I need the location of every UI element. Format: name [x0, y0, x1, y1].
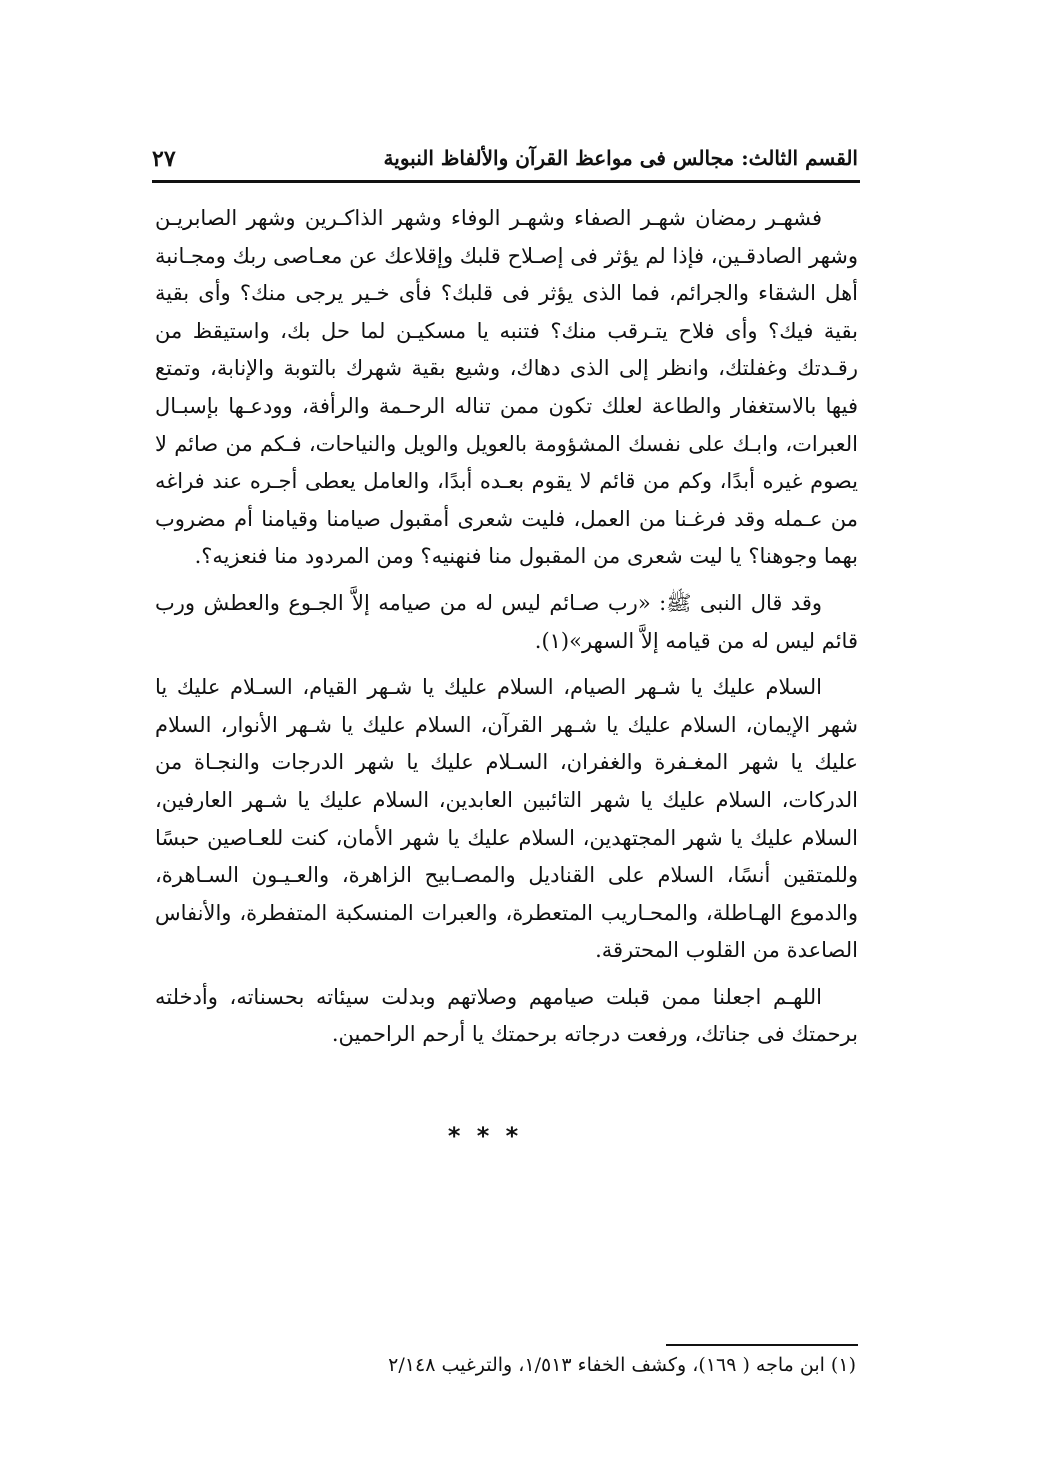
section-title: القسم الثالث [748, 146, 858, 170]
header-separator: : [741, 146, 749, 170]
book-subtitle: مجالس فى مواعظ القرآن والألفاظ النبوية [383, 146, 735, 170]
header-rule [152, 180, 860, 183]
paragraph: فشهـر رمضان شهـر الصفاء وشهـر الوفاء وشهر الذاكـرين وشهر الصابريـن وشهر الصادقـين، فإذا لم يؤثر فى إصـلاح قلبك وإقلاعك عن معـاصى ربك ومجـانبة أهل الشقاء والجرائم، فما الذى يؤثر فى قلبك؟ فأى خـير يرجى منك؟ وأى بقية بقية فيك؟ وأى فلاح يتـرقب منك؟ فتنبه يا مسكيـن لما حل بك، واستيقظ من رقـدتك وغفلتك، وانظر إلى الذى دهاك، وشيع بقية شهرك بالتوبة والإنابة، وتمتع فيها بالاستغفار والطاعة لعلك تكون ممن تناله الرحـمة والرأفة، وودعـها بإسبـال العبرات، وابـك على نفسك المشؤومة بالعويل والويل والنياحات، فـكم من صائم لا يصوم غيره أبدًا، وكم من قائم لا يقوم بعـده أبدًا، والعامل يعطى أجـره عند فراغه من عـمله وقد فرغـنا من العمل، فليت شعرى أمقبول صيامنا وقيامنا أم مضروب بهما وجوهنا؟ يا ليت شعرى من المقبول منا فنهنيه؟ ومن المردود منا فنعزيه؟. [155, 206, 858, 569]
footnote: (١) ابن ماجه ( ١٦٩)، وكشف الخفاء ١/٥١٣، والترغيب ٢/١٤٨ [388, 1354, 856, 1376]
section-separator-stars: * * * [447, 1122, 523, 1150]
paragraph: السلام عليك يا شـهر الصيام، السلام عليك يا شـهر القيام، السـلام عليك يا شهر الإيمان، السلام عليك يا شـهر القرآن، السلام عليك يا شـهر الأنوار، السلام عليك يا شهر المغـفرة والغفران، السـلام عليك يا شهر الدرجات والنجـاة من الدركات، السلام عليك يا شهر التائبين العابدين، السلام عليك يا شـهر العارفين، السلام عليك يا شهر المجتهدين، السلام عليك يا شهر الأمان، كنت للعـاصين حبسًا وللمتقين أنسًا، السلام على القناديل والمصـابيح الزاهرة، والعـيـون السـاهرة، والدموع الهـاطلة، والمحـاريب المتعطرة، والعبرات المنسكبة المتفطرة، والأنفاس الصاعدة من القلوب المحترقة. [155, 675, 858, 963]
page-number: ٢٧ [152, 146, 176, 172]
main-text [155, 200, 858, 1063]
footnote-rule [666, 1344, 858, 1346]
header-title-group [384, 146, 858, 170]
paragraph: اللهـم اجعلنا ممن قبلت صيامهم وصلاتهم وبدلت سيئاته بحسناته، وأدخلته برحمتك فى جناتك، ورفعت درجاته برحمتك يا أرحم الراحمين. [155, 984, 858, 1047]
paragraph: وقد قال النبى ﷺ: «رب صـائم ليس له من صيامه إلاَّ الجـوع والعطش ورب قائم ليس له من قيامه إلاَّ السهر»(١). [155, 590, 858, 653]
running-header [152, 146, 858, 178]
